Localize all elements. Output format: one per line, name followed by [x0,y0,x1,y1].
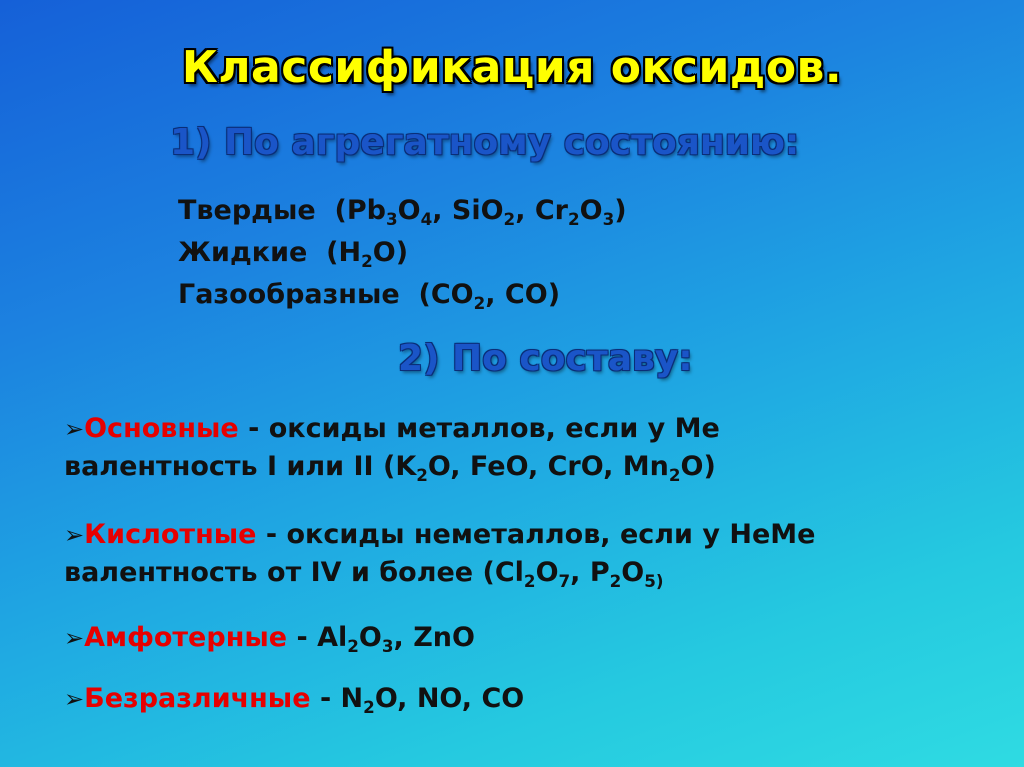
arrow-bullet-icon: ➢ [64,521,85,549]
composition-item-basic: ➢Основные - оксиды металлов, если у Ме валентность I или II ($K_2O$, FeO, CrO, $Mn_2O$) [64,413,720,485]
formula-gas: ($CO_2$, CO) [418,279,561,313]
composition-item-indifferent: ➢Безразличные - $N_2O$, NO, CO [64,683,525,717]
heading-aggregate-state: 1) По агрегатному состоянию: [170,122,800,163]
slide-title: Классификация оксидов. [181,42,843,93]
state-row-liquid: Жидкие $(H_2O)$ [178,237,409,271]
composition-item-acidic: ➢Кислотные - оксиды неметаллов, если у НеМе валентность от IV и более ($Cl_2O_7$, $P_2O_{5)}$ [64,519,816,591]
arrow-bullet-icon: ➢ [64,624,85,652]
term-indifferent: Безразличные [84,683,311,714]
term-acidic: Кислотные [84,519,257,550]
state-row-gas: Газообразные ($CO_2$, CO) [178,279,561,313]
arrow-bullet-icon: ➢ [64,685,85,713]
formula-solid: ($Pb_3O_4$, SiO$_2$, $Cr_2O_3$) [334,195,627,229]
aggregate-state-list [178,190,627,316]
arrow-bullet-icon: ➢ [64,415,85,443]
formula-liquid: $(H_2O)$ [326,237,409,271]
composition-item-amphoteric: ➢Амфотерные - $Al_2O_3$, ZnO [64,622,475,656]
term-amphoteric: Амфотерные [84,622,288,653]
heading-composition: 2) По составу: [398,338,693,379]
state-row-solid: Твердые ($Pb_3O_4$, SiO$_2$, $Cr_2O_3$) [178,195,627,229]
term-basic: Основные [84,413,239,444]
